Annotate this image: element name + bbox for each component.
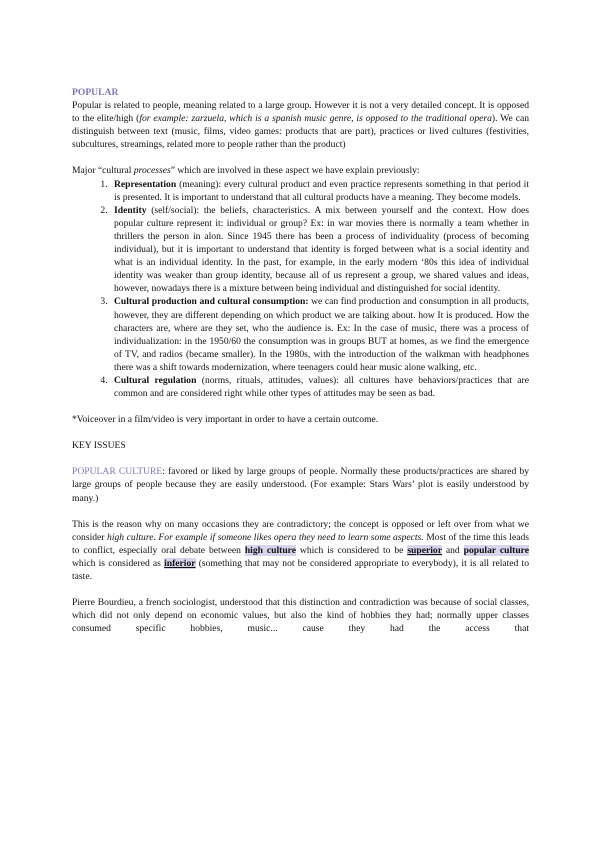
item-text: (norms, rituals, attitudes, values): all cultures have behaviors/practices that are common and are considered right while other types of attitudes may be seen as bad. (114, 374, 530, 400)
processes-intro (72, 164, 529, 177)
text-run: Major “cultural (72, 165, 134, 177)
bourdieu-paragraph: Pierre Bourdieu, a french sociologist, understood that this distinction and contradiction was because of social classes, which did not only depend on economic values, but also the kind of hobbies they had; normally upper classes consumed specific hobbies, music... cause they had the access that (72, 597, 529, 635)
highlight-popular-culture: popular culture (463, 544, 530, 556)
text-run: (something that may not be considered appropriate to everybody), it is all related to taste. (72, 557, 529, 582)
list-item-regulation (110, 374, 529, 400)
processes-list (72, 178, 529, 401)
key-issues-heading: KEY ISSUES (72, 440, 126, 452)
text-run: and (441, 544, 464, 556)
item-text: we can find production and consumption in all products, however, they are different depending on which product we are talking about. how It is produced. How the characters are, where are they set, who the audience is. Ex: In the case of music, there was a process of individualization: in the 1950/60 the consumption was in groups BUT at homes, as we find the emergence of TV, and radios (became smaller). In the 1980s, with the introduction of the walkman with headphones there was a shift towards modernization, where teenagers could hear music alone walking, etc. (114, 296, 529, 373)
text-run: which is considered as (72, 557, 165, 569)
list-item-production-consumption (110, 295, 529, 374)
item-title: Identity (114, 204, 147, 216)
text-run: . (153, 531, 159, 543)
highlight-superior: superior (407, 544, 442, 556)
item-text: (self/social): the beliefs, characteristics. A mix between yourself and the context. How does popular culture represent it: individual or group? Ex: in war movies there is normally a team whether in thrillers the person in alon. Since 1945 there has been a process of individuality (process of becoming individual), but it is important to understand that identity is forged between what is a social identity and what is an individual identity. In the past, for example, in the early modern ‘80s this idea of individual identity was weaker than group identity, because all of us represent a group, we shared values and ideas, however, nowadays there is a mixture between being individual and distinguished for social identity. (114, 204, 529, 295)
popular-culture-paragraph (72, 465, 529, 504)
italic-example: for example: zarzuela, which is a spanish music genre, is opposed to the traditional opera (139, 113, 492, 125)
item-title: Representation (114, 178, 177, 190)
highlight-high-culture: high culture (244, 544, 296, 556)
voiceover-note: *Voiceover in a film/video is very important in order to have a certain outcome. (72, 414, 379, 426)
text-run: : favored or liked by large groups of people. Normally these products/practices are shared by large groups of people because they are easily understood. (For example: Stars Wars’ plot is easily understood by many.) (72, 466, 530, 504)
popular-paragraph (72, 99, 529, 151)
text-run: ). We can distinguish between text (music, films, video games: products that are part), practices or lived cultures (festivities, subcultures, streamings, related more to people rather than the product) (72, 113, 530, 151)
italic-example: For example if someone likes opera they need to learn some aspects. (158, 531, 424, 543)
list-item-identity (110, 204, 529, 296)
text-run: ” which are involved in these aspect we have explain previously: (170, 165, 420, 177)
popular-culture-label: POPULAR CULTURE (72, 466, 163, 478)
italic-term: high culture (107, 531, 154, 543)
text-run: which is considered to be (296, 544, 408, 556)
contradictory-paragraph (72, 518, 529, 583)
highlight-inferior: inferior (164, 557, 196, 569)
document-page (72, 86, 529, 635)
text-run: Most of the time this leads to conflict, especially oral debate between (72, 531, 529, 556)
text-run: This is the reason why on many occasions they are contradictory; the concept is opposed or left over from what we consider (72, 518, 529, 543)
text-run: Popular is related to people, meaning related to a large group. However it is not a very detailed concept. It is opposed to the elite/high ( (72, 100, 529, 125)
item-text: (meaning): every cultural product and even practice represents something in that period it is presented. It is important to understand that all cultural products have a meaning. They become models. (114, 178, 529, 203)
section-heading-popular: POPULAR (72, 87, 119, 98)
item-title: Cultural regulation (114, 374, 197, 386)
item-title: Cultural production and cultural consumption: (114, 296, 309, 308)
list-item-representation (110, 178, 529, 204)
italic-term: processes (133, 165, 171, 177)
